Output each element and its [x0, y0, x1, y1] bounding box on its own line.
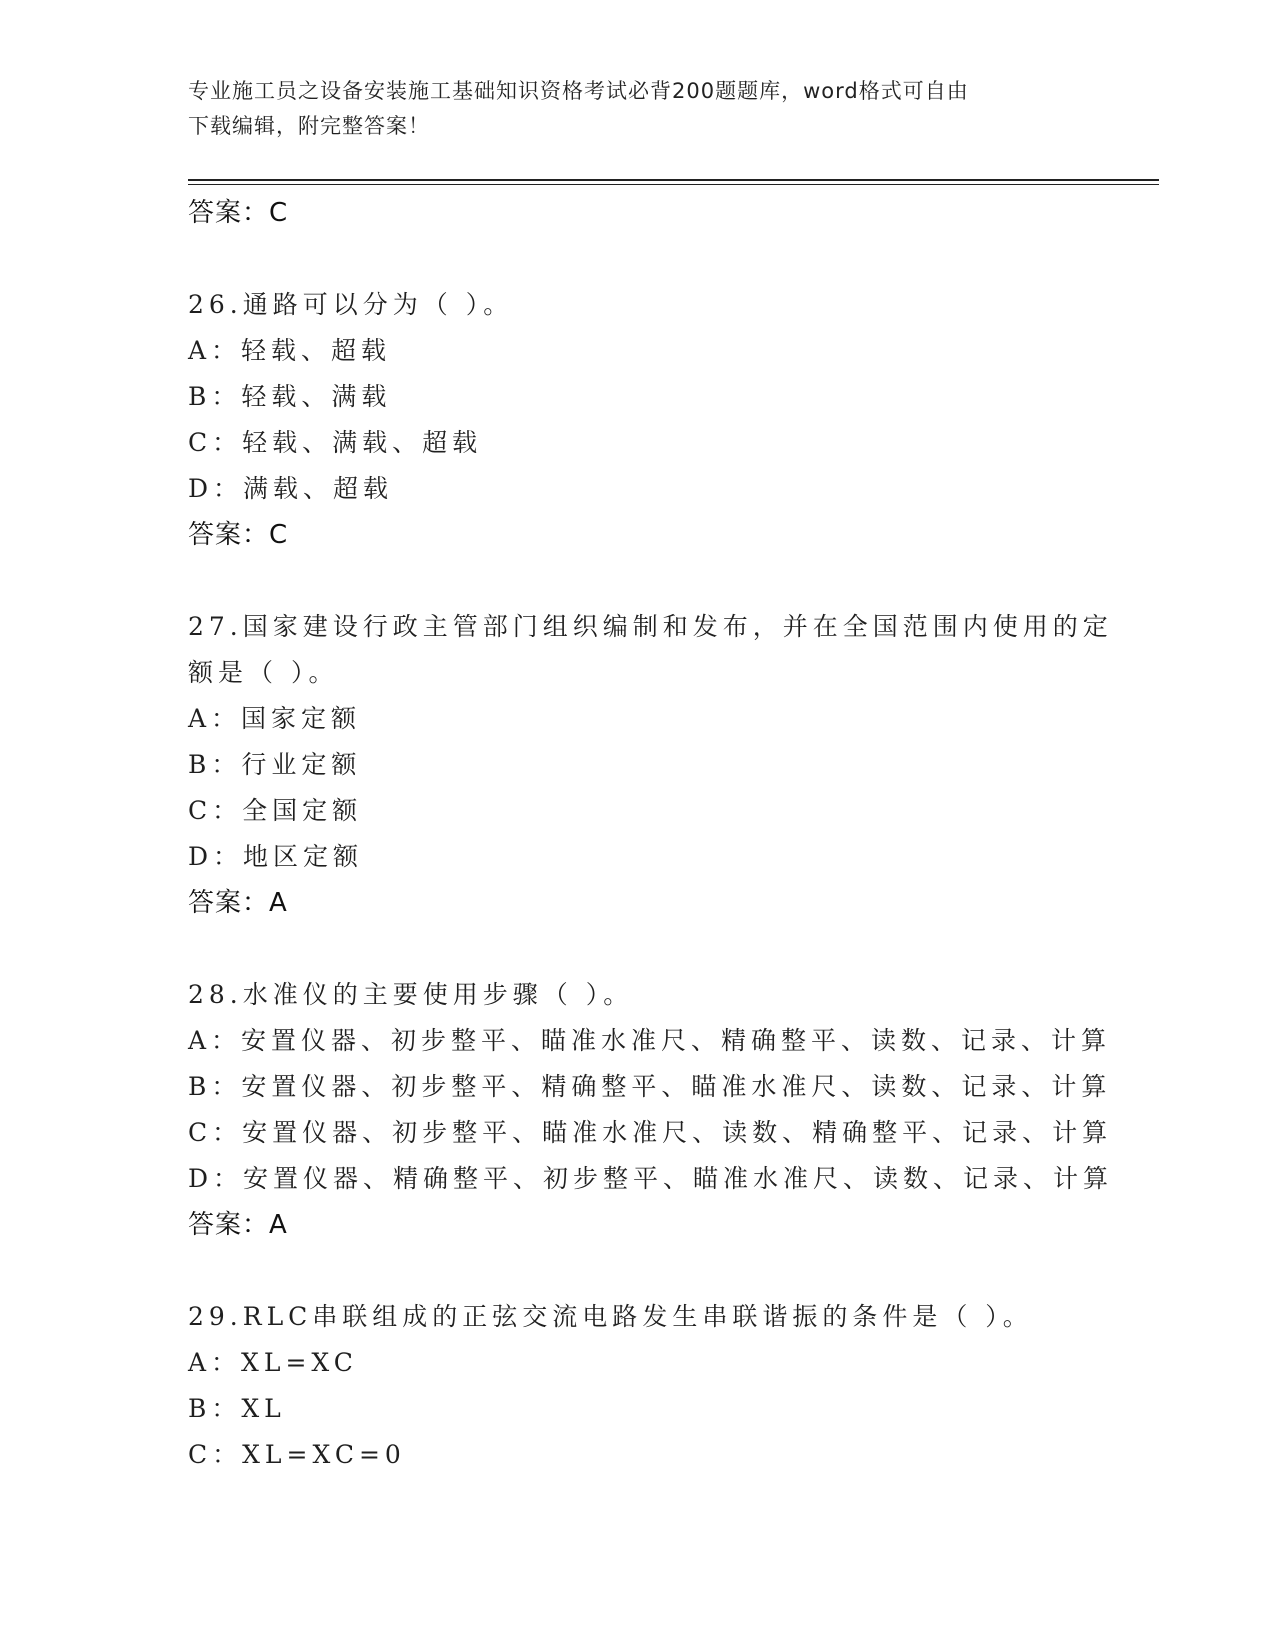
- option-d: D：满载、超载: [188, 474, 394, 503]
- option-c: C：全国定额: [188, 796, 363, 825]
- spacer: [188, 926, 1088, 972]
- question-stem: 26.通路可以分为（ ）。: [188, 290, 514, 319]
- question-stem: 28.水准仪的主要使用步骤（ ）。: [188, 980, 634, 1009]
- answer-label: 答案：A: [188, 888, 288, 918]
- spacer: [188, 558, 1088, 604]
- header-rule-thick: [188, 179, 1159, 181]
- option-b: B：行业定额: [188, 750, 362, 779]
- option-b: B：安置仪器、初步整平、精确整平、瞄准水准尺、读数、记录、计算: [188, 1072, 1112, 1101]
- option-a: A：轻载、超载: [188, 336, 392, 365]
- header-line-2: 下载编辑，附完整答案！: [188, 114, 430, 138]
- question-stem: 29.RLC串联组成的正弦交流电路发生串联谐振的条件是（ ）。: [188, 1302, 1033, 1331]
- question-29: [188, 1294, 1088, 1478]
- option-c: C：轻载、满载、超载: [188, 428, 483, 457]
- document-header: [188, 74, 1088, 144]
- header-rule-thin: [188, 184, 1159, 185]
- option-b: B：XL: [188, 1394, 286, 1423]
- header-line-1: 专业施工员之设备安装施工基础知识资格考试必背200题题库，word格式可自由: [188, 79, 969, 103]
- question-27: [188, 604, 1113, 926]
- answer-label: 答案：C: [188, 198, 289, 228]
- option-b: B：轻载、满载: [188, 382, 392, 411]
- question-28: [188, 972, 1114, 1248]
- question-stem: 27.国家建设行政主管部门组织编制和发布，并在全国范围内使用的定: [188, 612, 1113, 641]
- option-c: C：XL=XC=0: [188, 1440, 406, 1469]
- spacer: [188, 236, 1088, 282]
- spacer: [188, 1248, 1088, 1294]
- answer-label: 答案：C: [188, 520, 289, 550]
- option-a: A：XL=XC: [188, 1348, 358, 1377]
- question-list: [188, 190, 1114, 1478]
- question-stem-continued: 额是（ ）。: [188, 658, 339, 687]
- option-c: C：安置仪器、初步整平、瞄准水准尺、读数、精确整平、记录、计算: [188, 1118, 1113, 1147]
- question-26: [188, 282, 1088, 558]
- option-d: D：地区定额: [188, 842, 364, 871]
- option-a: A：国家定额: [188, 704, 362, 733]
- option-d: D：安置仪器、精确整平、初步整平、瞄准水准尺、读数、记录、计算: [188, 1164, 1114, 1193]
- option-a: A：安置仪器、初步整平、瞄准水准尺、精确整平、读数、记录、计算: [188, 1026, 1112, 1055]
- answer-label: 答案：A: [188, 1210, 288, 1240]
